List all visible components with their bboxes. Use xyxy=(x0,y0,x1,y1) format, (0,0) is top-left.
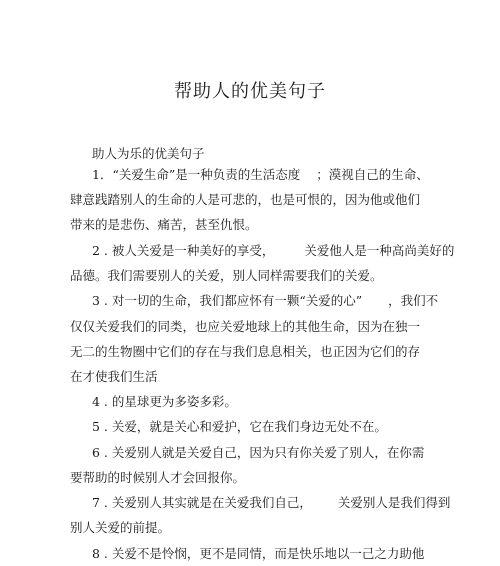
paragraph-line xyxy=(92,242,454,260)
paragraph-line: 要帮助的时候别人才会回报你。 xyxy=(70,470,246,485)
paragraph-line: 5 . 关爱，就是关心和爱护，它在我们身边无处不在。 xyxy=(92,419,387,434)
document-title: 帮助人的优美句子 xyxy=(174,81,326,102)
line-text: 7 . 关爱别人其实就是在关爱我们自己， xyxy=(92,495,312,510)
paragraph-line: 仅仅关爱我们的同类，也应关爱地球上的其他生命，因为在独一 xyxy=(70,319,421,334)
section-heading: 助人为乐的优美句子 xyxy=(92,146,205,161)
paragraph-line xyxy=(92,292,438,310)
paragraph-line xyxy=(92,166,429,184)
paragraph-line: 8 . 关爱不是怜悯，更不是同情，而是快乐地以一己之力助他 xyxy=(92,546,425,561)
paragraph-line: 在才使我们生活 xyxy=(70,369,158,384)
paragraph-line: 无二的生物圈中它们的存在与我们息息相关，也正因为它们的存 xyxy=(70,344,421,359)
line-text: 2 . 被人关爱是一种美好的享受， xyxy=(92,243,275,258)
line-text-continued: 关爱他人是一种高尚美好的 xyxy=(304,243,455,258)
line-text-continued: ；漠视自己的生命、 xyxy=(316,167,429,182)
paragraph-line: 肆意践踏别人的生命的人是可悲的，也是可恨的，因为他或他们 xyxy=(70,192,421,207)
paragraph-line: 6 . 关爱别人就是关爱自己，因为只有你关爱了别人，在你需 xyxy=(92,445,425,460)
line-text: 1．“关爱生命”是一种负责的生活态度 xyxy=(92,167,301,182)
paragraph-line xyxy=(92,494,450,512)
paragraph-line: 带来的是悲伤、痛苦，甚至仇恨。 xyxy=(70,217,258,232)
paragraph-line: 品德。我们需要别人的关爱，别人同样需要我们的关爱。 xyxy=(70,268,383,283)
line-text-continued: ，我们不 xyxy=(388,293,439,308)
line-text: 3 . 对一切的生命，我们都应怀有一颗“关爱的心” xyxy=(92,293,363,308)
paragraph-line: 4 . 的星球更为多姿多彩。 xyxy=(92,394,237,409)
line-text-continued: 关爱别人是我们得到 xyxy=(337,495,451,510)
paragraph-line: 别人关爱的前提。 xyxy=(70,520,171,535)
